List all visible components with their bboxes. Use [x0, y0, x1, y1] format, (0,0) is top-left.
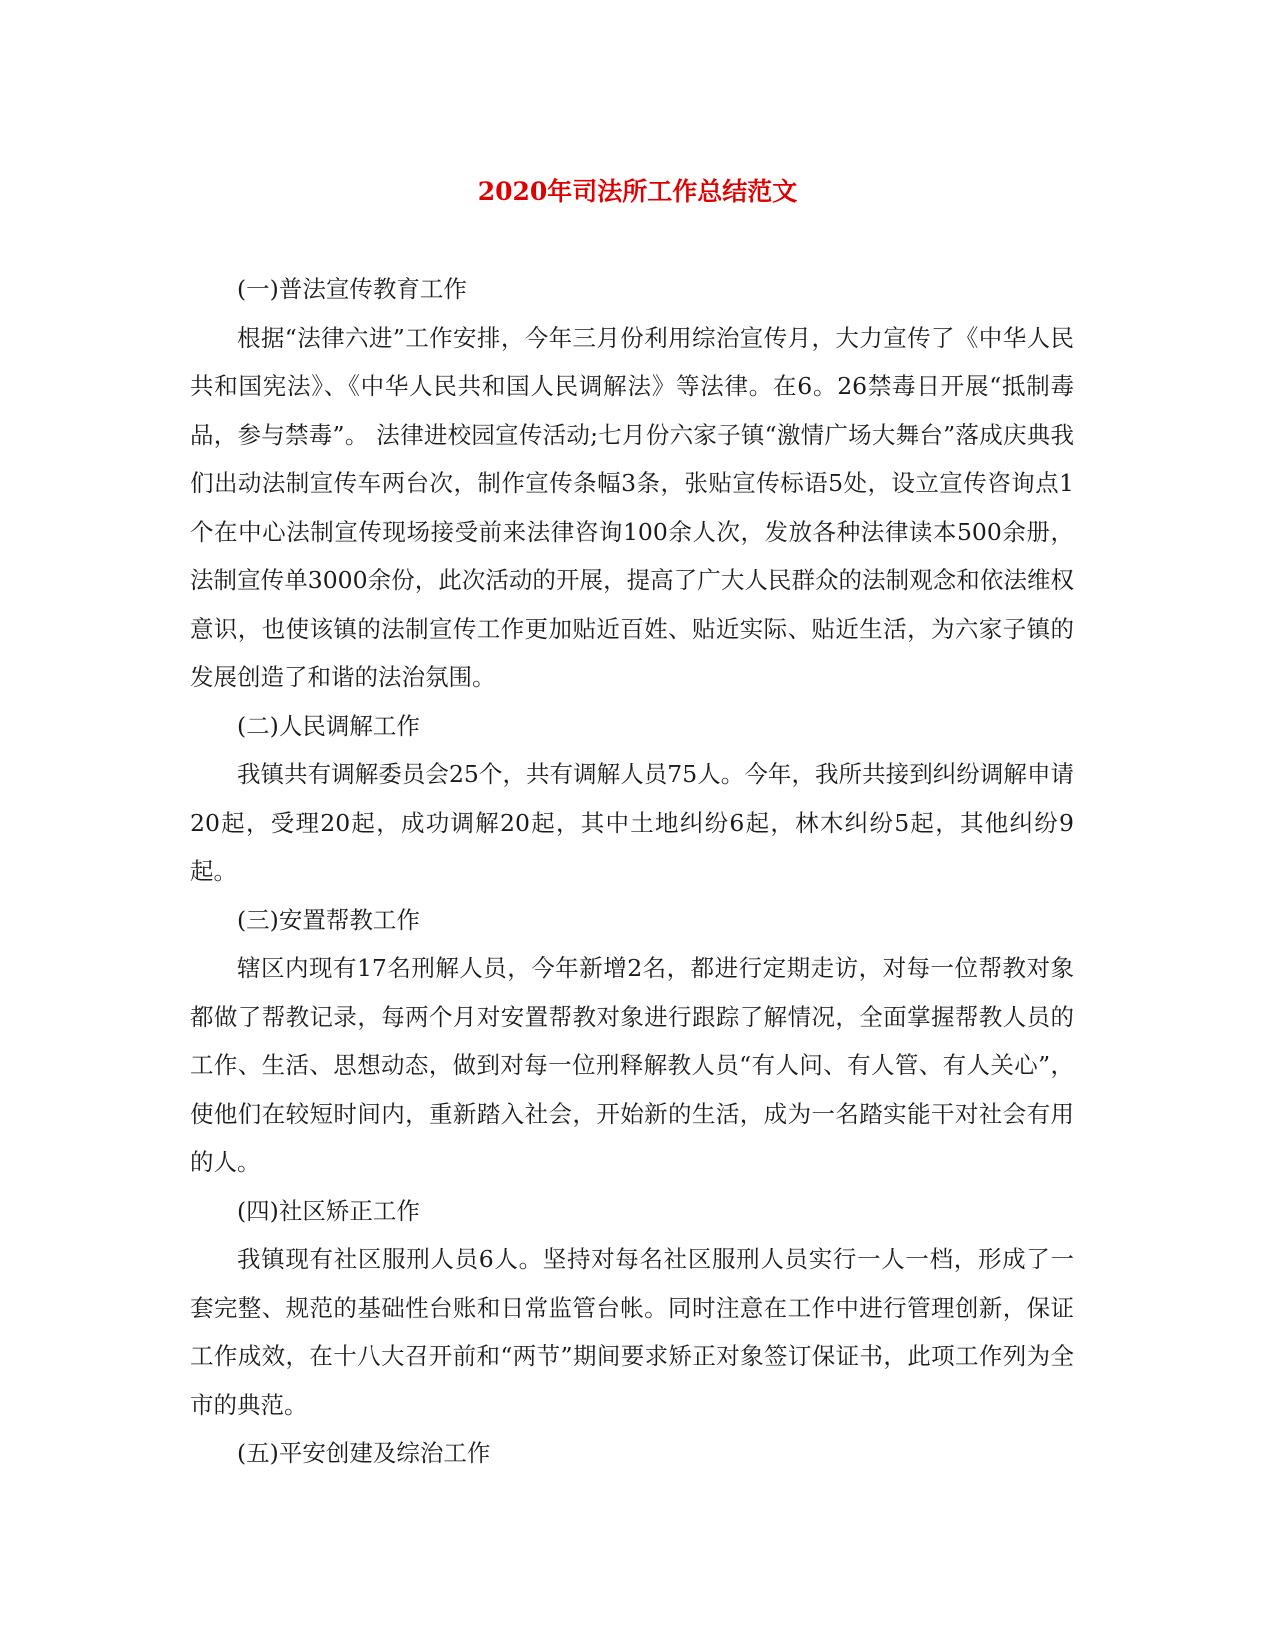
- section-heading-5: (五)平安创建及综治工作: [237, 1439, 491, 1467]
- section-heading-1: (一)普法宣传教育工作: [237, 275, 467, 303]
- document-body: [190, 265, 1074, 1478]
- paragraph-legal-publicity: 根据“法律六进”工作安排，今年三月份利用综治宣传月，大力宣传了《中华人民共和国宪法》、《中华人民共和国人民调解法》等法律。在6。26禁毒日开展“抵制毒品，参与禁毒”。 法律进校园宣传活动;七月份六家子镇“激情广场大舞台”落成庆典我们出动法制宣传车两台次，制作宣传条幅3条，张贴宣传标语5处，设立宣传咨询点1个在中心法制宣传现场接受前来法律咨询100余人次，发放各种法律读本500余册，法制宣传单3000余份，此次活动的开展，提高了广大人民群众的法制观念和依法维权意识，也使该镇的法制宣传工作更加贴近百姓、贴近实际、贴近生活，为六家子镇的发展创造了和谐的法治氛围。: [190, 323, 1074, 691]
- section-heading-4: (四)社区矫正工作: [237, 1196, 420, 1225]
- section-heading-3: (三)安置帮教工作: [237, 905, 420, 934]
- paragraph-resettlement: 辖区内现有17名刑解人员，今年新增2名，都进行定期走访，对每一位帮教对象都做了帮教记录，每两个月对安置帮教对象进行跟踪了解情况，全面掌握帮教人员的工作、生活、思想动态，做到对每一位刑释解教人员“有人问、有人管、有人关心”，使他们在较短时间内，重新踏入社会，开始新的生活，成为一名踏实能干对社会有用的人。: [190, 954, 1074, 1176]
- document-title: 2020年司法所工作总结范文: [477, 177, 798, 206]
- paragraph-mediation: 我镇共有调解委员会25个，共有调解人员75人。今年，我所共接到纠纷调解申请20起，受理20起，成功调解20起，其中土地纠纷6起，林木纠纷5起，其他纠纷9起。: [190, 760, 1074, 885]
- paragraph-community-correction: 我镇现有社区服刑人员6人。坚持对每名社区服刑人员实行一人一档，形成了一套完整、规范的基础性台账和日常监管台帐。同时注意在工作中进行管理创新，保证工作成效，在十八大召开前和“两节”期间要求矫正对象签订保证书，此项工作列为全市的典范。: [190, 1245, 1074, 1419]
- section-heading-2: (二)人民调解工作: [237, 711, 420, 740]
